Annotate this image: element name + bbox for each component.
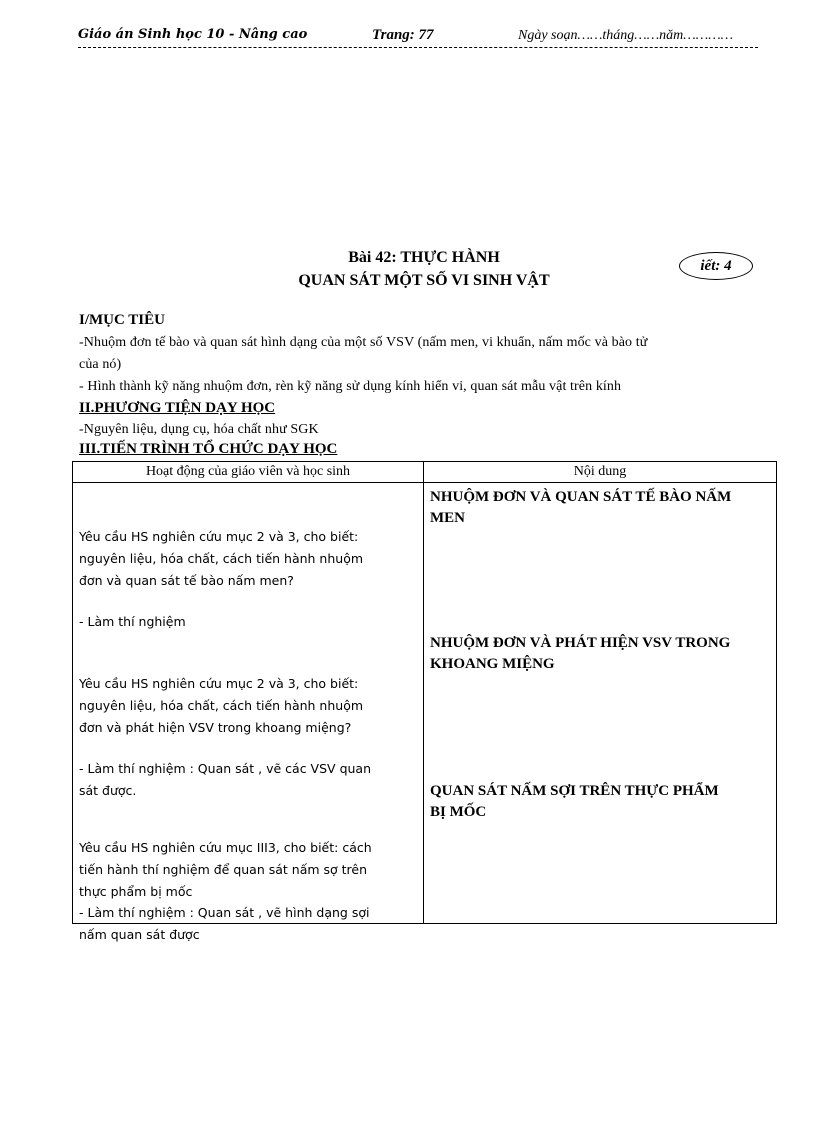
lesson-title: Bài 42: THỰC HÀNH [348, 249, 500, 266]
activity-text: thực phẩm bị mốc [79, 884, 193, 899]
activity-text: - Làm thí nghiệm : Quan sát , vẽ các VSV quan [79, 761, 372, 776]
objective-line: -Nhuộm đơn tế bào và quan sát hình dạng của một số VSV (nấm men, vi khuẩn, nấm mốc và bào tử [79, 335, 648, 350]
header-course-title: Giáo án Sinh học 10 - Nâng cao [78, 27, 308, 42]
activity-text: - Làm thí nghiệm [79, 614, 186, 629]
activity-text: đơn và quan sát tế bào nấm men? [79, 573, 294, 588]
activity-text: sát được. [79, 783, 137, 798]
activity-text: đơn và phát hiện VSV trong khoang miệng? [79, 720, 352, 735]
content-heading: QUAN SÁT NẤM SỢI TRÊN THỰC PHẨM [430, 783, 719, 799]
period-oval-badge: iết: 4 [679, 252, 753, 280]
content-heading: KHOANG MIỆNG [430, 656, 555, 672]
header-page-number: Trang: 77 [372, 27, 434, 43]
content-heading: NHUỘM ĐƠN VÀ QUAN SÁT TẾ BÀO NẤM [430, 489, 732, 505]
activity-text: Yêu cầu HS nghiên cứu mục III3, cho biết: cách [79, 840, 372, 855]
column-header-activities: Hoạt động của giáo viên và học sinh [73, 462, 424, 483]
content-cell [424, 483, 777, 924]
header-date-field: Ngày soạn……tháng……năm………… [518, 28, 734, 43]
content-heading: NHUỘM ĐƠN VÀ PHÁT HIỆN VSV TRONG [430, 635, 731, 651]
section-process-heading: III.TIẾN TRÌNH TỔ CHỨC DẠY HỌC [79, 441, 338, 457]
activities-cell [73, 483, 424, 942]
section-means-heading: II.PHƯƠNG TIỆN DẠY HỌC [79, 400, 276, 416]
header-divider [78, 47, 758, 48]
activity-text: Yêu cầu HS nghiên cứu mục 2 và 3, cho biết: [79, 529, 359, 544]
lesson-plan-table [72, 461, 777, 942]
objective-line: của nó) [79, 357, 122, 372]
activity-text: nấm quan sát được [79, 927, 200, 942]
table-header-row [73, 462, 777, 483]
table-row [73, 483, 777, 924]
activity-text: nguyên liệu, hóa chất, cách tiến hành nhuộm [79, 698, 364, 713]
objective-line: - Hình thành kỹ năng nhuộm đơn, rèn kỹ năng sử dụng kính hiển vi, quan sát mẫu vật trên kính [79, 379, 622, 394]
lesson-subtitle: QUAN SÁT MỘT SỐ VI SINH VẬT [298, 272, 550, 289]
activity-text: nguyên liệu, hóa chất, cách tiến hành nhuộm [79, 551, 364, 566]
activity-text: Yêu cầu HS nghiên cứu mục 2 và 3, cho biết: [79, 676, 359, 691]
activity-text: - Làm thí nghiệm : Quan sát , vẽ hình dạng sợi [79, 905, 370, 920]
means-line: -Nguyên liệu, dụng cụ, hóa chất như SGK [79, 422, 319, 437]
section-objectives-heading: I/MỤC TIÊU [79, 312, 165, 328]
content-heading: MEN [430, 510, 465, 526]
content-heading: BỊ MỐC [430, 804, 487, 820]
activity-text: tiến hành thí nghiệm để quan sát nấm sợ trên [79, 862, 368, 877]
column-header-content: Nội dung [424, 462, 777, 483]
